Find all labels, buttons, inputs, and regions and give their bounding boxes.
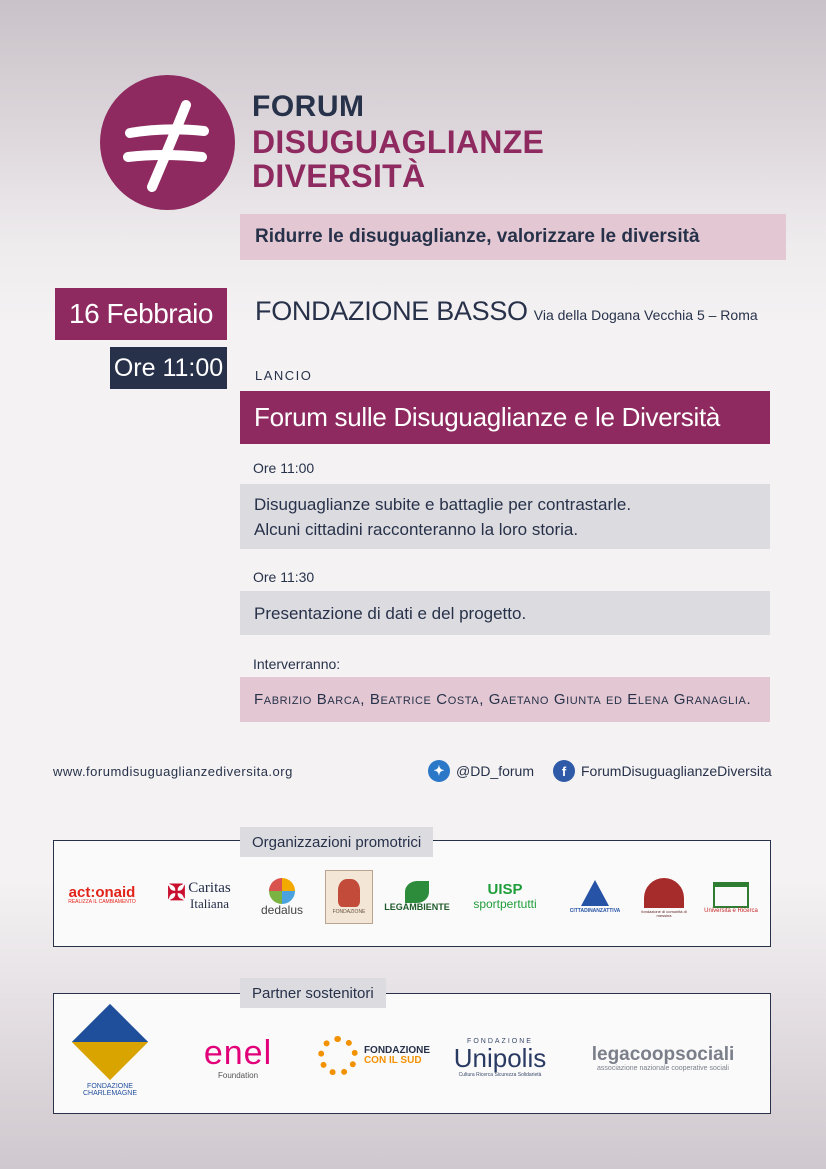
partners-label: Partner sostenitori	[240, 978, 386, 1008]
caritas-cross-icon: ✠	[167, 880, 186, 905]
dedalus-mark-icon	[269, 878, 295, 904]
fondazione-basso-logo: FONDAZIONE	[325, 870, 373, 924]
twitter-icon: ✦	[428, 760, 450, 782]
speakers-box	[240, 677, 770, 722]
sun-icon	[318, 1036, 358, 1076]
basso-portrait-icon	[338, 879, 360, 907]
legambiente-leaf-icon	[405, 881, 429, 903]
cittadinanzattiva-logo: CITTADINANZATTIVA	[560, 874, 630, 920]
facebook-page: ForumDisuguaglianzeDiversita	[581, 763, 772, 779]
brand-line-diversita: DIVERSITÀ	[252, 158, 426, 194]
speakers-label: Interverranno:	[253, 656, 341, 672]
caritas-logo: ✠ Caritas Italiana	[167, 880, 231, 912]
fondazione-charlemagne-logo: FONDAZIONE CHARLEMAGNE	[65, 1010, 155, 1102]
fondazione-comunita-messina-logo: fondazione di comunità di messina	[640, 872, 688, 924]
facebook-contact[interactable]	[553, 760, 772, 782]
program-1-line-2: Alcuni cittadini racconteranno la loro storia.	[254, 519, 579, 539]
brand-wordmark	[252, 92, 544, 192]
speakers-list: Fabrizio Barca, Beatrice Costa, Gaetano Giunta ed Elena Granaglia.	[254, 691, 752, 708]
twitter-handle: @DD_forum	[456, 763, 535, 779]
brand-line-forum: FORUM	[252, 90, 365, 123]
program-time-2: Ore 11:30	[253, 569, 315, 585]
venue-name: FONDAZIONE BASSO	[255, 296, 528, 326]
program-2-line-1: Presentazione di dati e del progetto.	[254, 603, 527, 623]
website-link[interactable]: www.forumdisuguaglianzediversita.org	[53, 764, 293, 779]
arch-icon	[644, 878, 684, 908]
legacoop-sociali-logo: legacoopsociali associazione nazionale cooperative sociali	[591, 1044, 735, 1073]
brand-line-disuguaglianze: DISUGUAGLIANZE	[252, 124, 545, 160]
forum-logo-icon	[100, 75, 235, 210]
fondazione-con-il-sud-logo: FONDAZIONE CON IL SUD	[312, 1028, 436, 1084]
building-icon	[713, 882, 749, 908]
facebook-icon: f	[553, 760, 575, 782]
program-time-1: Ore 11:00	[253, 460, 315, 476]
universita-ricerca-logo: Università e Ricerca	[700, 874, 762, 922]
lancio-label: LANCIO	[255, 368, 313, 383]
actionaid-logo: act:onaid REALIZZA IL CAMBIAMENTO	[68, 883, 136, 906]
event-time: Ore 11:00	[110, 347, 227, 389]
venue-address: Via della Dogana Vecchia 5 – Roma	[533, 307, 758, 323]
fondazione-unipolis-logo: FONDAZIONE Unipolis Cultura Ricerca Sicurezza Solidarietà	[453, 1038, 547, 1078]
program-1-line-1: Disuguaglianze subite e battaglie per contrastarle.	[254, 494, 632, 514]
program-box-2	[240, 591, 770, 635]
promoters-label: Organizzazioni promotrici	[240, 827, 433, 857]
uisp-logo: UISP sportpertutti	[473, 880, 537, 911]
event-title: Forum sulle Disuguaglianze e le Diversità	[240, 391, 770, 444]
tagline-banner: Ridurre le disuguaglianze, valorizzare le diversità	[240, 214, 786, 260]
enel-foundation-logo: enel Foundation	[203, 1033, 273, 1080]
event-venue	[255, 296, 758, 327]
charlemagne-diamond-icon	[72, 1003, 148, 1079]
cittadinanzattiva-mark-icon	[581, 880, 609, 906]
program-box-1	[240, 484, 770, 549]
legambiente-logo: LEGAMBIENTE	[380, 876, 454, 918]
twitter-contact[interactable]	[428, 760, 534, 782]
event-date: 16 Febbraio	[55, 288, 227, 340]
dedalus-logo: dedalus	[250, 874, 314, 920]
